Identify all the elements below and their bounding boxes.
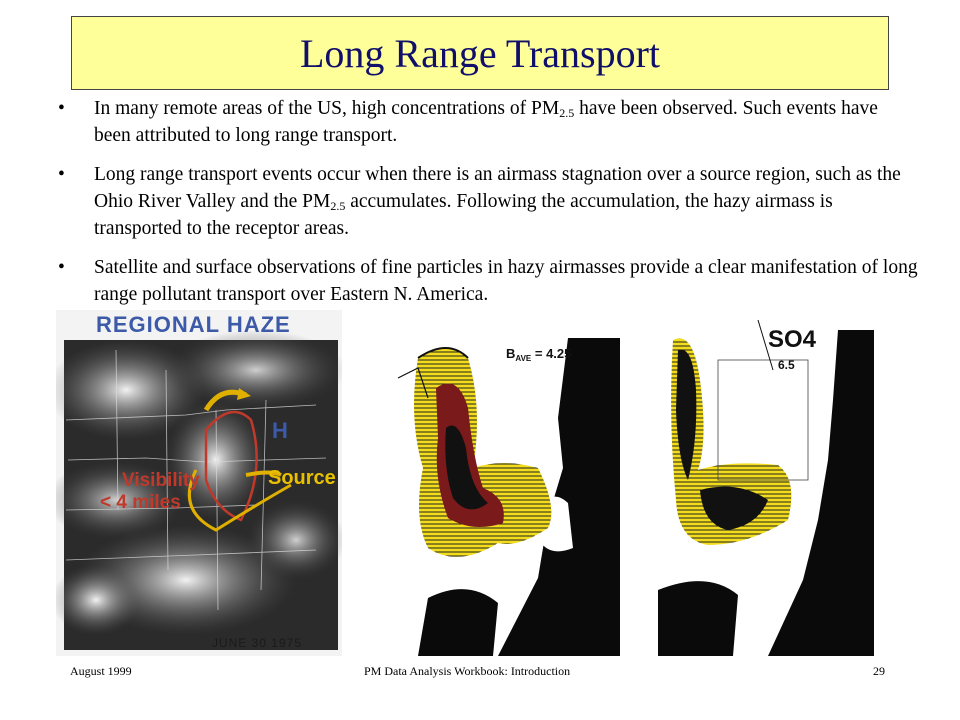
bullet-item-1: • In many remote areas of the US, high concentrations of $PM_{2.5}$ have been observed. Such events have been attributed to long range transport.	[58, 95, 918, 149]
so4-value: 6.5	[778, 358, 795, 372]
image-date: JUNE 30 1975	[211, 636, 302, 650]
title-box	[71, 16, 889, 90]
visibility-label-line1: Visibility	[122, 470, 200, 491]
page-number: 29	[873, 664, 885, 678]
visibility-label-line2: < 4 miles	[100, 492, 181, 513]
bullet-item-3: • Satellite and surface observations of fine particles in hazy airmasses provide a clear manifestation of long range pollutant transport over Eastern N. America.	[58, 254, 918, 308]
so4-label: SO4	[768, 326, 817, 353]
bullet-marker: •	[58, 257, 65, 278]
bave-contour-map	[388, 318, 620, 656]
bave-map-graphic	[388, 318, 620, 656]
so4-contour-map	[638, 300, 874, 656]
bave-label: $B_{AVE} = 4.25$	[506, 346, 572, 363]
bullet-item-2: • Long range transport events occur when there is an airmass stagnation over a source region, such as the Ohio River Valley and the $PM_{2.5}$ accumulates. Following the accumulation, the hazy airmass is transported to the receptor areas.	[58, 161, 918, 242]
bullet-marker: •	[58, 164, 65, 185]
footer-date: August 1999	[70, 664, 132, 678]
slide-title: Long Range Transport	[300, 30, 660, 76]
satellite-haze-image	[56, 310, 342, 656]
high-pressure-marker: H	[272, 418, 288, 443]
footer-title: PM Data Analysis Workbook: Introduction	[364, 664, 571, 678]
bullet-list	[58, 95, 918, 320]
source-label: Source	[268, 467, 336, 489]
regional-haze-label: REGIONAL HAZE	[96, 312, 291, 337]
so4-map-graphic	[638, 300, 874, 656]
bullet-marker: •	[58, 98, 65, 119]
